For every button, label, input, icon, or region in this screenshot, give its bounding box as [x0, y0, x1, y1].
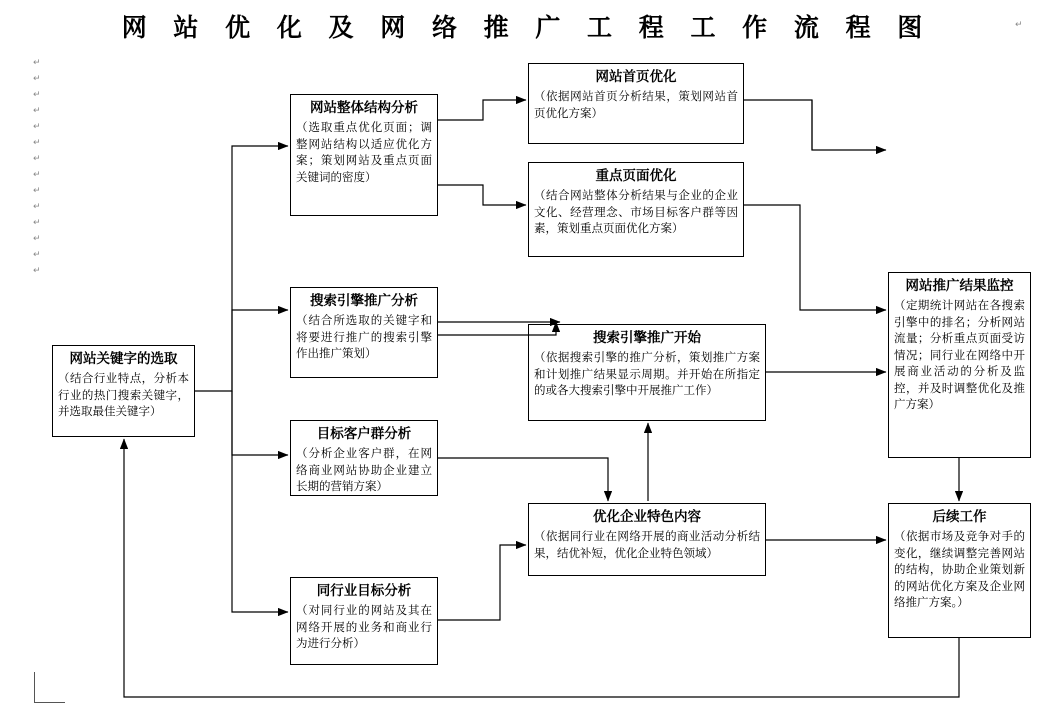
- node-industry-body: （对同行业的网站及其在网络开展的业务和商业行为进行分析）: [296, 603, 432, 650]
- node-content[interactable]: [528, 503, 766, 576]
- node-keywords-header: 网站关键字的选取: [69, 351, 178, 367]
- node-industry[interactable]: [290, 577, 438, 665]
- node-followup[interactable]: [888, 503, 1031, 638]
- node-structure-body: （选取重点优化页面；调整网站结构以适应优化方案；策划网站及重点页面关键词的密度）: [296, 120, 432, 184]
- node-keywords[interactable]: [52, 345, 195, 437]
- spiral-binding-decoration: ↵ ↵ ↵ ↵ ↵ ↵ ↵ ↵ ↵ ↵ ↵ ↵ ↵ ↵: [33, 58, 41, 276]
- node-content-header: 优化企业特色内容: [593, 509, 701, 525]
- node-seo-start-body: （依据搜索引擎的推广分析，策划推广方案和计划推广结果显示周期。并开始在所指定的或各大搜索引擎中开展推广工作）: [534, 350, 760, 397]
- node-monitor-body: （定期统计网站在各搜索引擎中的排名；分析网站流量；分析重点页面受访情况；同行业在网络中开展商业活动的分析及监控，并及时调整优化及推广方案）: [894, 298, 1025, 411]
- node-followup-body: （依据市场及竞争对手的变化，继续调整完善网站的结构，协助企业策划新的网站优化方案及企业网络推广方案。）: [894, 529, 1025, 609]
- node-monitor[interactable]: [888, 272, 1031, 458]
- node-customers-header: 目标客户群分析: [316, 426, 412, 442]
- node-customers[interactable]: [290, 420, 438, 496]
- node-industry-header: 同行业目标分析: [316, 583, 412, 599]
- node-structure-header: 网站整体结构分析: [310, 100, 418, 116]
- node-homepage[interactable]: [528, 63, 744, 144]
- node-keypage-body: （结合网站整体分析结果与企业的企业文化、经营理念、市场目标客户群等因素，策划重点页面优化方案）: [534, 188, 738, 235]
- page-corner-decoration: [34, 672, 65, 703]
- node-homepage-body: （依据网站首页分析结果，策划网站首页优化方案）: [534, 89, 738, 120]
- node-monitor-header: 网站推广结果监控: [905, 278, 1014, 294]
- node-seo-start[interactable]: [528, 324, 766, 421]
- node-followup-header: 后续工作: [932, 509, 987, 525]
- node-keypage-header: 重点页面优化: [595, 168, 677, 184]
- node-seo-analysis-header: 搜索引擎推广分析: [310, 293, 418, 309]
- node-homepage-header: 网站首页优化: [595, 69, 677, 85]
- node-seo-start-header: 搜索引擎推广开始: [593, 330, 701, 346]
- corner-mark-icon: ↵: [1015, 20, 1023, 30]
- node-seo-analysis[interactable]: [290, 287, 438, 378]
- page-title: 网 站 优 化 及 网 络 推 广 工 程 工 作 流 程 图: [121, 13, 932, 42]
- node-structure[interactable]: [290, 94, 438, 216]
- node-customers-body: （分析企业客户群，在网络商业网站协助企业建立长期的营销方案）: [296, 446, 432, 493]
- node-content-body: （依据同行业在网络开展的商业活动分析结果，结优补短，优化企业特色领域）: [534, 529, 760, 560]
- node-keypage[interactable]: [528, 162, 744, 257]
- node-seo-analysis-body: （结合所选取的关键字和将要进行推广的搜索引擎作出推广策划）: [296, 313, 432, 360]
- node-keywords-body: （结合行业特点，分析本行业的热门搜索关键字，并选取最佳关键字）: [58, 371, 189, 418]
